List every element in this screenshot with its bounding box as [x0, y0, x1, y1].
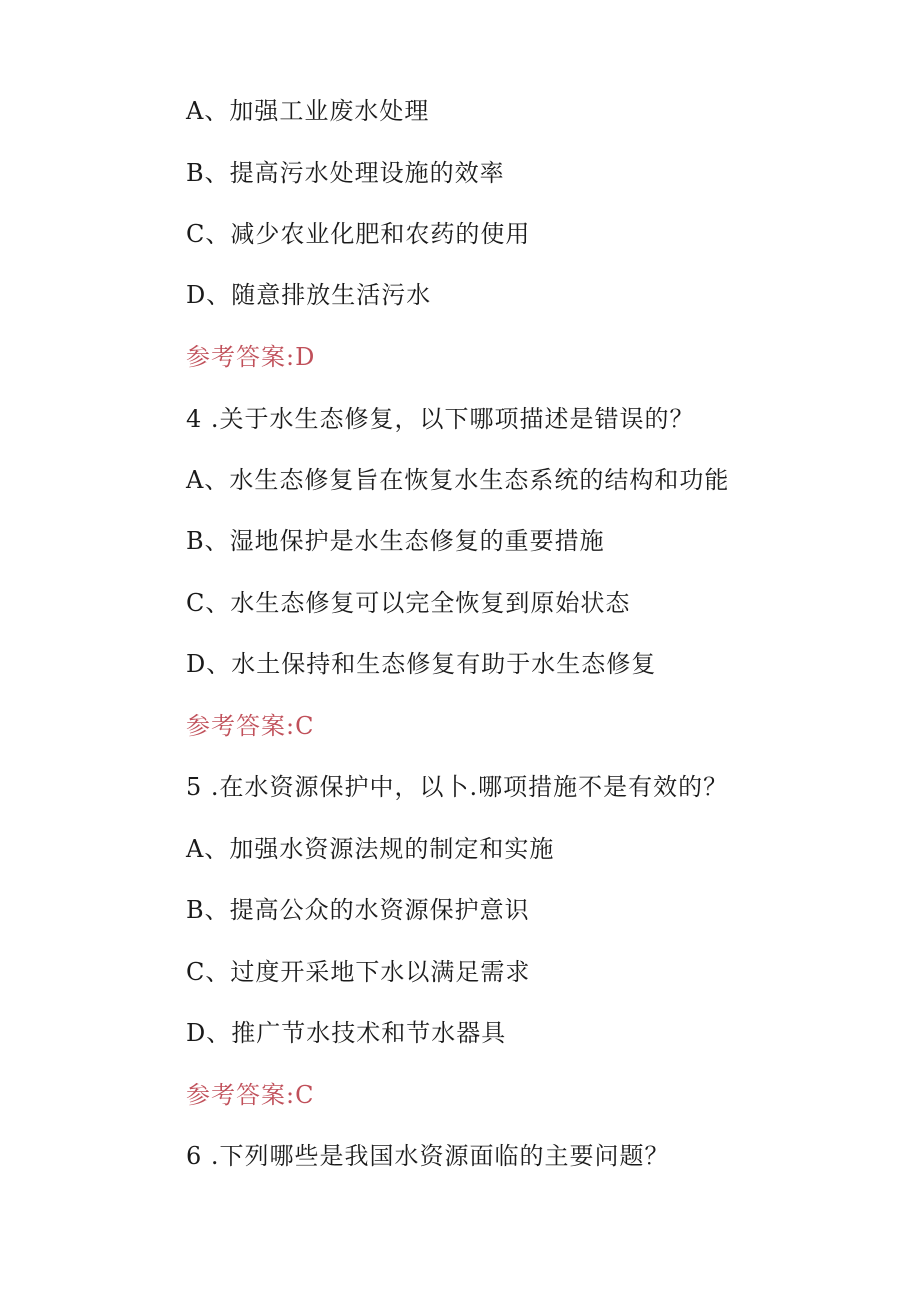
q4-question: 4 .关于水生态修复，以下哪项描述是错误的？ — [186, 405, 695, 433]
q5-option-d: D、推广节水技术和节水器具 — [186, 1019, 507, 1047]
q4-option-b: B、湿地保护是水生态修复的重要措施 — [186, 527, 605, 555]
q3-answer: 参考答案:D — [186, 343, 316, 371]
q3-option-d: D、随意排放生活污水 — [186, 281, 432, 309]
q4-answer: 参考答案:C — [186, 712, 315, 740]
q3-option-a: A、加强工业废水处理 — [186, 97, 430, 125]
q4-option-d: D、水土保持和生态修复有助于水生态修复 — [186, 650, 657, 678]
q4-option-c: C、水生态修复可以完全恢复到原始状态 — [186, 589, 631, 617]
q5-option-c: C、过度开采地下水以满足需求 — [186, 958, 531, 986]
q4-option-a: A、水生态修复旨在恢复水生态系统的结构和功能 — [186, 466, 730, 494]
q5-option-a: A、加强水资源法规的制定和实施 — [186, 835, 555, 863]
q5-question: 5 .在水资源保护中，以卜.哪项措施不是有效的？ — [186, 773, 729, 801]
q6-question: 6 .下列哪些是我国水资源面临的主要问题？ — [186, 1142, 670, 1170]
q3-option-c: C、减少农业化肥和农药的使用 — [186, 220, 531, 248]
q3-option-b: B、提高污水处理设施的效率 — [186, 159, 505, 187]
q5-answer: 参考答案:C — [186, 1081, 315, 1109]
q5-option-b: B、提高公众的水资源保护意识 — [186, 896, 530, 924]
